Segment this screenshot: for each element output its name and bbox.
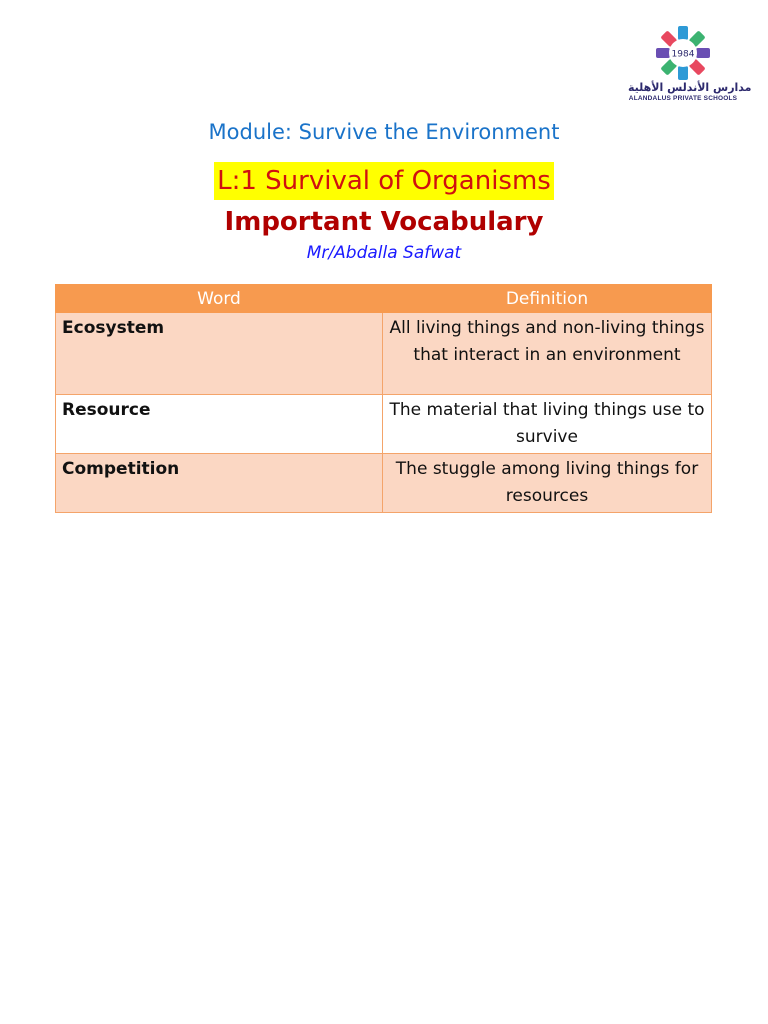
word-cell: Resource	[56, 395, 383, 454]
logo-english-name: ALANDALUS PRIVATE SCHOOLS	[628, 95, 738, 102]
word-cell: Ecosystem	[56, 313, 383, 395]
lesson-title: L:1 Survival of Organisms	[214, 162, 554, 200]
definition-cell: The stuggle among living things for resources	[383, 454, 712, 513]
author-name: Mr/Abdalla Safwat	[306, 243, 462, 263]
table-header-row	[56, 285, 712, 313]
logo-arabic-name: مدارس الأندلس الأهلية	[628, 81, 752, 94]
logo-year: 1984	[671, 49, 695, 60]
column-header-definition: Definition	[383, 285, 712, 313]
definition-cell: All living things and non-living things that interact in an environment	[383, 313, 712, 395]
word-cell: Competition	[56, 454, 383, 513]
definition-cell: The material that living things use to survive	[383, 395, 712, 454]
page-subtitle: Important Vocabulary	[224, 207, 544, 237]
lesson-title-wrap	[0, 162, 768, 200]
table-row	[56, 313, 712, 395]
star-emblem-icon	[654, 24, 712, 82]
column-header-word: Word	[56, 285, 383, 313]
vocabulary-table	[55, 284, 712, 513]
table-row	[56, 454, 712, 513]
table-row	[56, 395, 712, 454]
module-title: Module: Survive the Environment	[208, 120, 560, 144]
school-logo	[628, 24, 752, 104]
